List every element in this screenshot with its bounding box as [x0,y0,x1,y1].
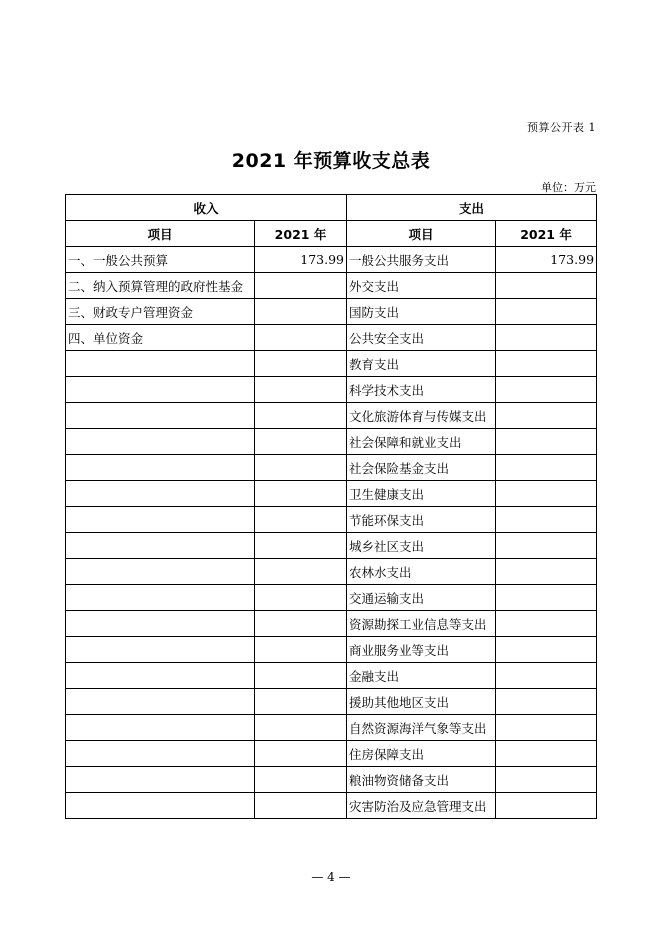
income-item-cell [66,455,255,481]
expense-item-column-header: 项目 [347,221,496,247]
expense-amount-cell [496,611,597,637]
table-row [66,247,597,273]
expense-item-cell: 外交支出 [347,273,496,299]
table-row [66,767,597,793]
expense-amount-cell [496,741,597,767]
group-header-row [66,195,597,221]
expense-item-cell: 节能环保支出 [347,507,496,533]
table-row [66,325,597,351]
table-row [66,715,597,741]
income-item-cell [66,793,255,819]
income-amount-cell [255,325,347,351]
income-item-cell: 一、一般公共预算 [66,247,255,273]
table-row [66,377,597,403]
income-amount-cell [255,273,347,299]
table-row [66,637,597,663]
budget-table-body [66,247,597,819]
table-row [66,533,597,559]
income-item-cell: 二、纳入预算管理的政府性基金 [66,273,255,299]
income-item-cell [66,429,255,455]
expense-item-cell: 国防支出 [347,299,496,325]
income-item-cell [66,481,255,507]
income-item-column-header: 项目 [66,221,255,247]
expense-item-cell: 卫生健康支出 [347,481,496,507]
expense-amount-cell [496,793,597,819]
expense-amount-cell [496,325,597,351]
income-amount-cell [255,403,347,429]
income-amount-cell [255,377,347,403]
income-amount-cell [255,793,347,819]
expense-item-cell: 一般公共服务支出 [347,247,496,273]
income-item-cell [66,689,255,715]
expense-amount-cell [496,767,597,793]
income-item-cell [66,741,255,767]
expense-amount-cell [496,533,597,559]
expense-amount-cell [496,455,597,481]
income-item-cell [66,637,255,663]
income-item-cell [66,715,255,741]
income-amount-cell [255,429,347,455]
income-item-cell: 四、单位资金 [66,325,255,351]
table-label: 预算公开表 1 [527,121,596,134]
income-amount-cell [255,689,347,715]
expense-item-cell: 粮油物资储备支出 [347,767,496,793]
income-amount-cell [255,481,347,507]
table-row [66,429,597,455]
income-item-cell [66,559,255,585]
income-amount-cell [255,351,347,377]
table-row [66,299,597,325]
income-amount-cell [255,559,347,585]
table-row [66,741,597,767]
table-row [66,273,597,299]
income-amount-cell [255,741,347,767]
page-title: 2021 年预算收支总表 [231,150,431,172]
income-year-column-header: 2021 年 [255,221,347,247]
income-item-cell: 三、财政专户管理资金 [66,299,255,325]
expense-amount-cell [496,585,597,611]
expense-item-cell: 教育支出 [347,351,496,377]
table-row [66,559,597,585]
unit-label: 单位：万元 [541,181,596,194]
income-amount-cell [255,455,347,481]
income-item-cell [66,663,255,689]
expense-item-cell: 商业服务业等支出 [347,637,496,663]
expense-item-cell: 公共安全支出 [347,325,496,351]
income-amount-cell [255,507,347,533]
expense-header: 支出 [347,195,597,221]
expense-item-cell: 自然资源海洋气象等支出 [347,715,496,741]
table-row [66,793,597,819]
page-number: — 4 — [311,870,351,884]
income-item-cell [66,377,255,403]
expense-amount-cell [496,351,597,377]
expense-item-cell: 资源勘探工业信息等支出 [347,611,496,637]
expense-amount-cell [496,507,597,533]
expense-amount-cell [496,689,597,715]
income-item-cell [66,767,255,793]
income-amount-cell: 173.99 [255,247,347,273]
income-amount-cell [255,663,347,689]
income-item-cell [66,351,255,377]
expense-amount-cell [496,429,597,455]
expense-amount-cell [496,663,597,689]
income-amount-cell [255,715,347,741]
income-amount-cell [255,533,347,559]
income-amount-cell [255,585,347,611]
expense-item-cell: 援助其他地区支出 [347,689,496,715]
expense-item-cell: 社会保险基金支出 [347,455,496,481]
income-amount-cell [255,611,347,637]
table-row [66,403,597,429]
expense-item-cell: 社会保障和就业支出 [347,429,496,455]
expense-amount-cell [496,273,597,299]
expense-amount-cell [496,559,597,585]
table-row [66,455,597,481]
expense-item-cell: 灾害防治及应急管理支出 [347,793,496,819]
income-header: 收入 [66,195,347,221]
income-item-cell [66,585,255,611]
table-row [66,507,597,533]
table-row [66,481,597,507]
income-item-cell [66,611,255,637]
column-header-row [66,221,597,247]
budget-table [65,194,597,819]
expense-item-cell: 农林水支出 [347,559,496,585]
table-row [66,351,597,377]
income-item-cell [66,403,255,429]
table-row [66,585,597,611]
table-row [66,611,597,637]
expense-amount-cell [496,403,597,429]
table-row [66,689,597,715]
expense-amount-cell: 173.99 [496,247,597,273]
expense-amount-cell [496,637,597,663]
income-item-cell [66,533,255,559]
expense-item-cell: 住房保障支出 [347,741,496,767]
expense-year-column-header: 2021 年 [496,221,597,247]
expense-amount-cell [496,715,597,741]
income-amount-cell [255,767,347,793]
expense-item-cell: 金融支出 [347,663,496,689]
expense-amount-cell [496,481,597,507]
expense-item-cell: 交通运输支出 [347,585,496,611]
expense-item-cell: 文化旅游体育与传媒支出 [347,403,496,429]
expense-item-cell: 城乡社区支出 [347,533,496,559]
income-amount-cell [255,637,347,663]
income-item-cell [66,507,255,533]
table-row [66,663,597,689]
expense-amount-cell [496,377,597,403]
income-amount-cell [255,299,347,325]
expense-item-cell: 科学技术支出 [347,377,496,403]
expense-amount-cell [496,299,597,325]
